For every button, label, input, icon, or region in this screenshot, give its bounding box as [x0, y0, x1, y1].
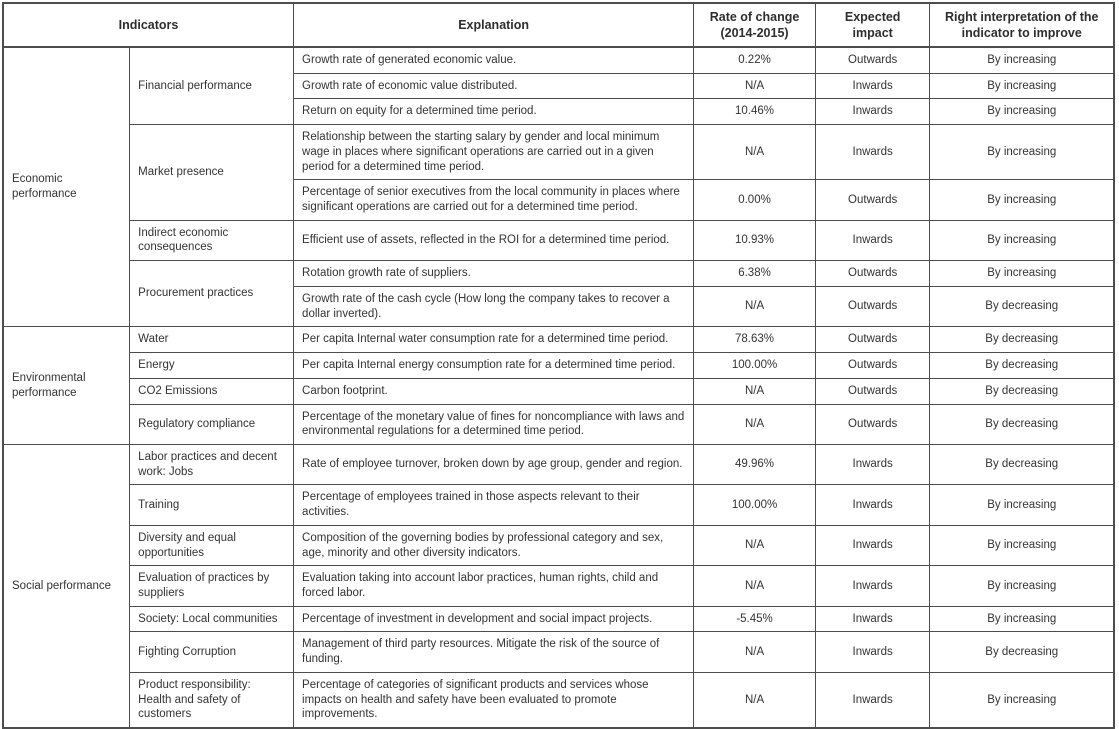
category-cell: Economic performance — [3, 47, 130, 327]
explanation-cell: Percentage of senior executives from the local community in places where significant operations are carried out for a determined time period. — [294, 180, 694, 220]
impact-cell: Inwards — [815, 606, 930, 632]
interpretation-cell: By increasing — [930, 566, 1114, 606]
interpretation-cell: By increasing — [930, 47, 1114, 73]
interpretation-cell: By increasing — [930, 125, 1114, 180]
table-row — [3, 632, 1114, 672]
indicator-cell: Diversity and equal opportunities — [130, 525, 294, 565]
impact-cell: Inwards — [815, 444, 930, 484]
table-row — [3, 327, 1114, 353]
rate-cell: 10.93% — [694, 220, 816, 260]
rate-cell: 0.00% — [694, 180, 816, 220]
table-row — [3, 444, 1114, 484]
header-indicators: Indicators — [3, 3, 294, 47]
table-row — [3, 525, 1114, 565]
rate-cell: N/A — [694, 378, 816, 404]
impact-cell: Outwards — [815, 180, 930, 220]
rate-cell: 0.22% — [694, 47, 816, 73]
impact-cell: Inwards — [815, 566, 930, 606]
indicator-cell: Product responsibility: Health and safety of customers — [130, 672, 294, 728]
explanation-cell: Return on equity for a determined time period. — [294, 99, 694, 125]
explanation-cell: Percentage of categories of significant products and services whose impacts on health and safety have been evaluated to promote improvements. — [294, 672, 694, 728]
explanation-cell: Growth rate of the cash cycle (How long the company takes to recover a dollar inverted). — [294, 286, 694, 326]
interpretation-cell: By increasing — [930, 672, 1114, 728]
explanation-cell: Growth rate of generated economic value. — [294, 47, 694, 73]
table-row — [3, 404, 1114, 444]
explanation-cell: Efficient use of assets, reflected in the ROI for a determined time period. — [294, 220, 694, 260]
rate-cell: 78.63% — [694, 327, 816, 353]
interpretation-cell: By decreasing — [930, 353, 1114, 379]
interpretation-cell: By increasing — [930, 220, 1114, 260]
interpretation-cell: By decreasing — [930, 327, 1114, 353]
indicators-table — [2, 2, 1115, 729]
header-row — [3, 3, 1114, 47]
interpretation-cell: By increasing — [930, 73, 1114, 99]
rate-cell: N/A — [694, 672, 816, 728]
indicator-cell: Indirect economic consequences — [130, 220, 294, 260]
rate-cell: N/A — [694, 125, 816, 180]
interpretation-cell: By increasing — [930, 606, 1114, 632]
explanation-cell: Per capita Internal water consumption rate for a determined time period. — [294, 327, 694, 353]
interpretation-cell: By decreasing — [930, 286, 1114, 326]
indicator-cell: Financial performance — [130, 47, 294, 125]
indicator-cell: Society: Local communities — [130, 606, 294, 632]
rate-cell: N/A — [694, 525, 816, 565]
explanation-cell: Carbon footprint. — [294, 378, 694, 404]
interpretation-cell: By increasing — [930, 525, 1114, 565]
explanation-cell: Relationship between the starting salary by gender and local minimum wage in places where significant operations are carried out in a given period for a determined time period. — [294, 125, 694, 180]
interpretation-cell: By increasing — [930, 99, 1114, 125]
indicator-cell: Procurement practices — [130, 261, 294, 327]
impact-cell: Inwards — [815, 125, 930, 180]
table-row — [3, 566, 1114, 606]
impact-cell: Outwards — [815, 286, 930, 326]
impact-cell: Outwards — [815, 327, 930, 353]
rate-cell: N/A — [694, 73, 816, 99]
table-row — [3, 378, 1114, 404]
impact-cell: Outwards — [815, 261, 930, 287]
indicator-cell: CO2 Emissions — [130, 378, 294, 404]
table-row — [3, 485, 1114, 525]
interpretation-cell: By increasing — [930, 180, 1114, 220]
explanation-cell: Composition of the governing bodies by professional category and sex, age, minority and other diversity indicators. — [294, 525, 694, 565]
header-rate-of-change: Rate of change (2014-2015) — [694, 3, 816, 47]
explanation-cell: Per capita Internal energy consumption rate for a determined time period. — [294, 353, 694, 379]
table-row — [3, 125, 1114, 180]
indicator-cell: Regulatory compliance — [130, 404, 294, 444]
rate-cell: N/A — [694, 566, 816, 606]
category-cell: Social performance — [3, 444, 130, 728]
indicator-cell: Training — [130, 485, 294, 525]
table-row — [3, 353, 1114, 379]
indicator-cell: Labor practices and decent work: Jobs — [130, 444, 294, 484]
rate-cell: 10.46% — [694, 99, 816, 125]
explanation-cell: Management of third party resources. Mitigate the risk of the source of funding. — [294, 632, 694, 672]
impact-cell: Inwards — [815, 73, 930, 99]
impact-cell: Outwards — [815, 47, 930, 73]
rate-cell: 100.00% — [694, 485, 816, 525]
impact-cell: Outwards — [815, 378, 930, 404]
indicator-cell: Water — [130, 327, 294, 353]
table-row — [3, 220, 1114, 260]
table-row — [3, 672, 1114, 728]
explanation-cell: Percentage of the monetary value of fines for noncompliance with laws and environmental regulations for a determined time period. — [294, 404, 694, 444]
explanation-cell: Percentage of investment in development and social impact projects. — [294, 606, 694, 632]
indicator-cell: Energy — [130, 353, 294, 379]
indicator-cell: Fighting Corruption — [130, 632, 294, 672]
impact-cell: Inwards — [815, 632, 930, 672]
interpretation-cell: By decreasing — [930, 404, 1114, 444]
rate-cell: -5.45% — [694, 606, 816, 632]
header-explanation: Explanation — [294, 3, 694, 47]
category-cell: Environmental performance — [3, 327, 130, 445]
impact-cell: Inwards — [815, 485, 930, 525]
rate-cell: N/A — [694, 404, 816, 444]
impact-cell: Outwards — [815, 353, 930, 379]
explanation-cell: Rotation growth rate of suppliers. — [294, 261, 694, 287]
rate-cell: N/A — [694, 632, 816, 672]
interpretation-cell: By increasing — [930, 485, 1114, 525]
explanation-cell: Evaluation taking into account labor practices, human rights, child and forced labor. — [294, 566, 694, 606]
header-right-interpretation: Right interpretation of the indicator to improve — [930, 3, 1114, 47]
explanation-cell: Growth rate of economic value distributed. — [294, 73, 694, 99]
rate-cell: 100.00% — [694, 353, 816, 379]
impact-cell: Inwards — [815, 525, 930, 565]
header-expected-impact: Expected impact — [815, 3, 930, 47]
rate-cell: 6.38% — [694, 261, 816, 287]
impact-cell: Outwards — [815, 404, 930, 444]
table-row — [3, 261, 1114, 287]
rate-cell: 49.96% — [694, 444, 816, 484]
interpretation-cell: By decreasing — [930, 444, 1114, 484]
explanation-cell: Rate of employee turnover, broken down by age group, gender and region. — [294, 444, 694, 484]
indicator-cell: Market presence — [130, 125, 294, 221]
interpretation-cell: By decreasing — [930, 378, 1114, 404]
table-row — [3, 47, 1114, 73]
impact-cell: Inwards — [815, 672, 930, 728]
interpretation-cell: By decreasing — [930, 632, 1114, 672]
interpretation-cell: By increasing — [930, 261, 1114, 287]
table-row — [3, 606, 1114, 632]
indicator-cell: Evaluation of practices by suppliers — [130, 566, 294, 606]
explanation-cell: Percentage of employees trained in those aspects relevant to their activities. — [294, 485, 694, 525]
rate-cell: N/A — [694, 286, 816, 326]
impact-cell: Inwards — [815, 99, 930, 125]
impact-cell: Inwards — [815, 220, 930, 260]
